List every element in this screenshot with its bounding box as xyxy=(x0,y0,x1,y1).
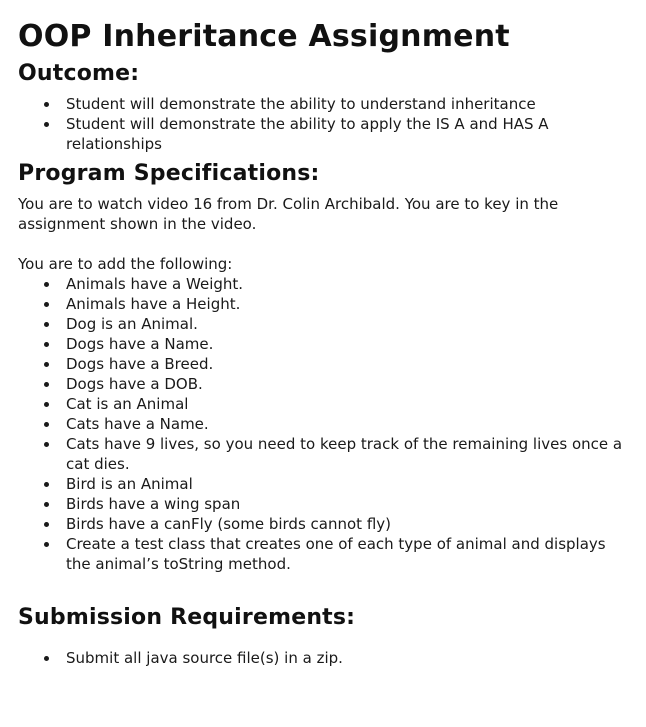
list-item: Dogs have a Breed. xyxy=(66,354,628,374)
list-item: Student will demonstrate the ability to apply the IS A and HAS A relationships xyxy=(66,114,628,154)
page-title: OOP Inheritance Assignment xyxy=(18,19,510,54)
list-item: Create a test class that creates one of each type of animal and displays the animal’s toString method. xyxy=(66,534,628,574)
list-item: Submit all java source file(s) in a zip. xyxy=(66,648,628,668)
list-item: Birds have a canFly (some birds cannot fly) xyxy=(66,514,628,534)
specifications-intro: You are to watch video 16 from Dr. Colin Archibald. You are to key in the assignment shown in the video. xyxy=(18,195,559,233)
list-item: Dog is an Animal. xyxy=(66,314,628,334)
list-item: Bird is an Animal xyxy=(66,474,628,494)
list-item: Cats have a Name. xyxy=(66,414,628,434)
specifications-heading: Program Specifications: xyxy=(18,161,320,186)
list-item: Animals have a Weight. xyxy=(66,274,628,294)
specifications-lead-in: You are to add the following: xyxy=(18,255,233,273)
outcome-list xyxy=(18,94,628,154)
list-item: Dogs have a DOB. xyxy=(66,374,628,394)
list-item: Cats have 9 lives, so you need to keep track of the remaining lives once a cat dies. xyxy=(66,434,628,474)
list-item: Animals have a Height. xyxy=(66,294,628,314)
submission-heading: Submission Requirements: xyxy=(18,605,356,630)
list-item: Birds have a wing span xyxy=(66,494,628,514)
list-item: Dogs have a Name. xyxy=(66,334,628,354)
document xyxy=(18,18,628,668)
submission-list xyxy=(18,648,628,668)
outcome-heading: Outcome: xyxy=(18,61,140,86)
list-item: Cat is an Animal xyxy=(66,394,628,414)
list-item: Student will demonstrate the ability to understand inheritance xyxy=(66,94,628,114)
specifications-list xyxy=(18,274,628,574)
